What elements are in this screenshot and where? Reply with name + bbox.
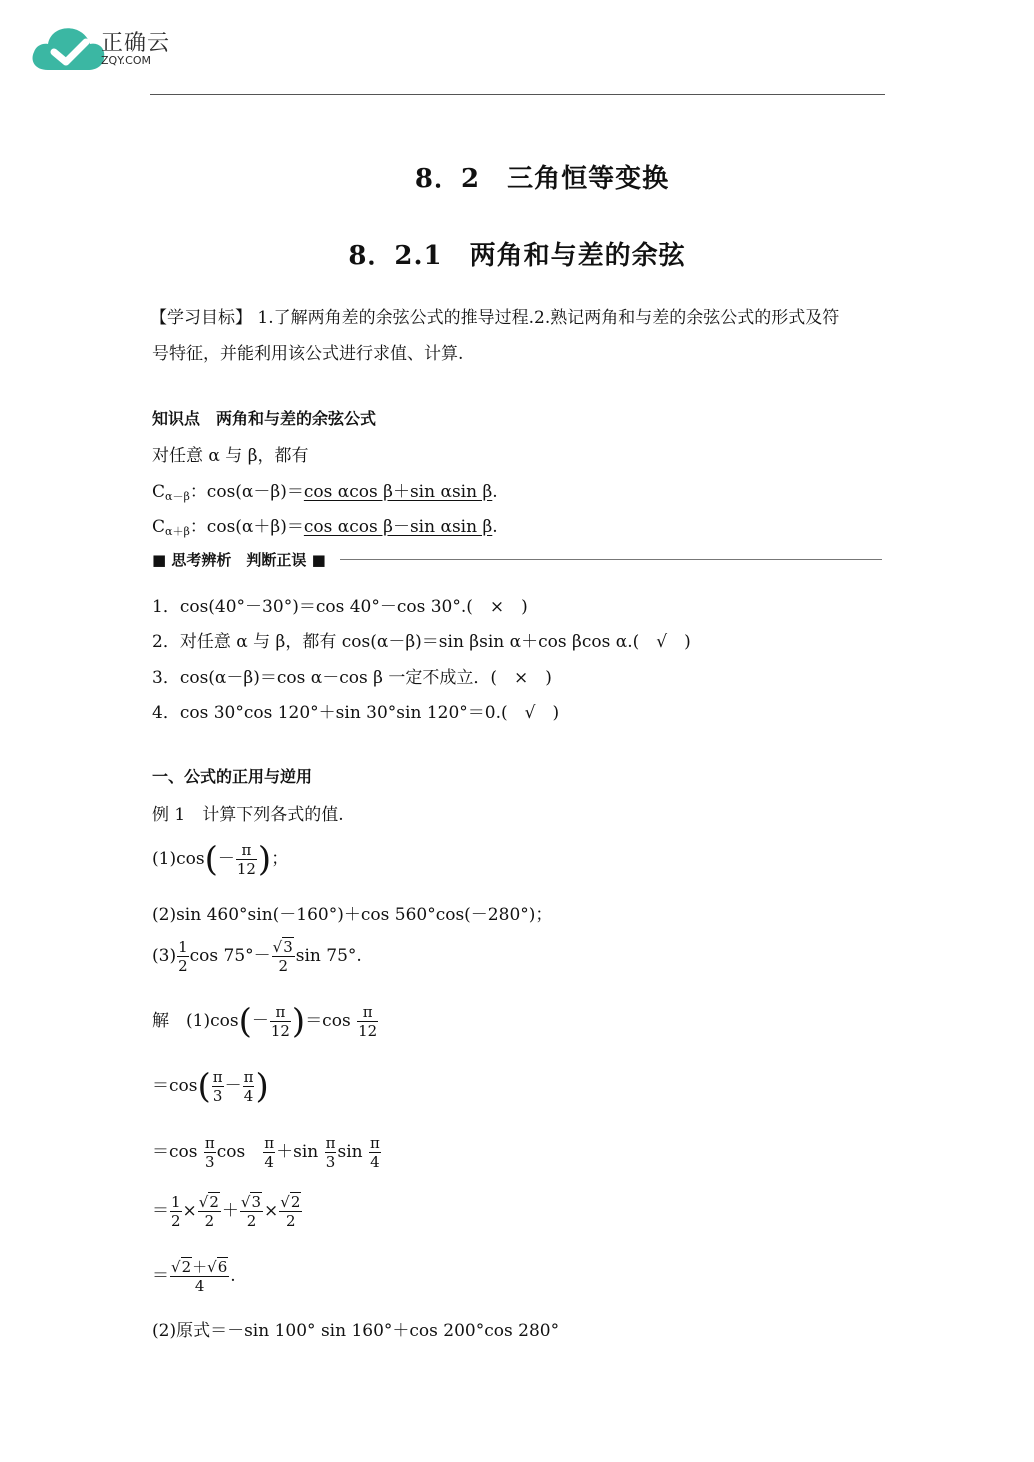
formula-c-minus: $C_{\alpha-\beta}$：cos(α－β)＝cos αcos β＋sin αsin β. [152, 482, 498, 503]
knowledge-intro: 对任意 α 与 β，都有 [152, 446, 309, 466]
chapter-title: 8．2 三角恒等变换 [414, 164, 670, 194]
section-title: 8．2.1 两角和与差的余弦 [348, 241, 686, 271]
logo-text-cn: 正确云 [101, 31, 171, 56]
formula-c-plus-answer: cos αcos β－sin αsin β [303, 517, 493, 537]
knowledge-heading: 知识点 两角和与差的余弦公式 [152, 409, 377, 428]
example-1: 例 1 计算下列各式的值. [152, 805, 344, 825]
think-item-4: 4．cos 30°cos 120°＋sin 30°sin 120°＝0.( √ ) [152, 703, 560, 723]
logo [30, 22, 190, 74]
problem-3: (3) $\frac{1}{2}$ cos 75°－ $\frac{√3}{2}$ sin 75°. [152, 938, 362, 975]
formula-c-plus: $C_{\alpha+\beta}$：cos(α＋β)＝cos αcos β－sin αsin β. [152, 517, 498, 538]
think-item-2: 2．对任意 α 与 β，都有 cos(α－β)＝sin βsin α＋cos βcos α.( √ ) [152, 632, 691, 652]
solution-line-5: ＝ $\frac{√2+√6}{4}$ . [152, 1258, 236, 1295]
problem-1: (1)cos(－ $\frac{\pi}{12}$ )； [152, 839, 289, 880]
header-divider [150, 94, 885, 95]
think-item-1: 1．cos(40°－30°)＝cos 40°－cos 30°.( × ) [152, 597, 528, 617]
solution-line-3: ＝cos $\frac{\pi}{3}$ cos $\frac{\pi}{4}$ ＋sin $\frac{\pi}{3}$ sin $\frac{\pi}{4}$ [152, 1134, 380, 1171]
logo-text-en: ZQY.COM [101, 54, 152, 67]
objective-line-1: 【学习目标】 1.了解两角差的余弦公式的推导过程.2.熟记两角和与差的余弦公式的形式及符 [150, 308, 840, 328]
problem-2: (2)sin 460°sin(－160°)＋cos 560°cos(－280°)； [152, 905, 553, 925]
think-heading: ■ 思考辨析 判断正误 ■ [152, 551, 326, 569]
part1-heading: 一、公式的正用与逆用 [152, 767, 313, 786]
objective-line-2: 号特征，并能利用该公式进行求值、计算. [152, 344, 464, 364]
think-divider [340, 559, 882, 560]
solution-line-1: 解 (1)cos(－ $\frac{\pi}{12}$ )＝cos $\frac{\pi}{12}$ [152, 1001, 378, 1042]
formula-c-minus-answer: cos αcos β＋sin αsin β [303, 482, 493, 502]
solution-line-4: ＝ $\frac{1}{2}$ × $\frac{√2}{2}$ ＋ $\frac{√3}{2}$ × $\frac{√2}{2}$ [152, 1193, 301, 1230]
solution-part-2: (2)原式＝－sin 100° sin 160°＋cos 200°cos 280° [152, 1321, 560, 1341]
think-item-3: 3．cos(α－β)＝cos α－cos β 一定不成立．( × ) [152, 668, 552, 688]
solution-line-2: ＝cos( $\frac{\pi}{3}$ － $\frac{\pi}{4}$ ) [152, 1066, 269, 1107]
